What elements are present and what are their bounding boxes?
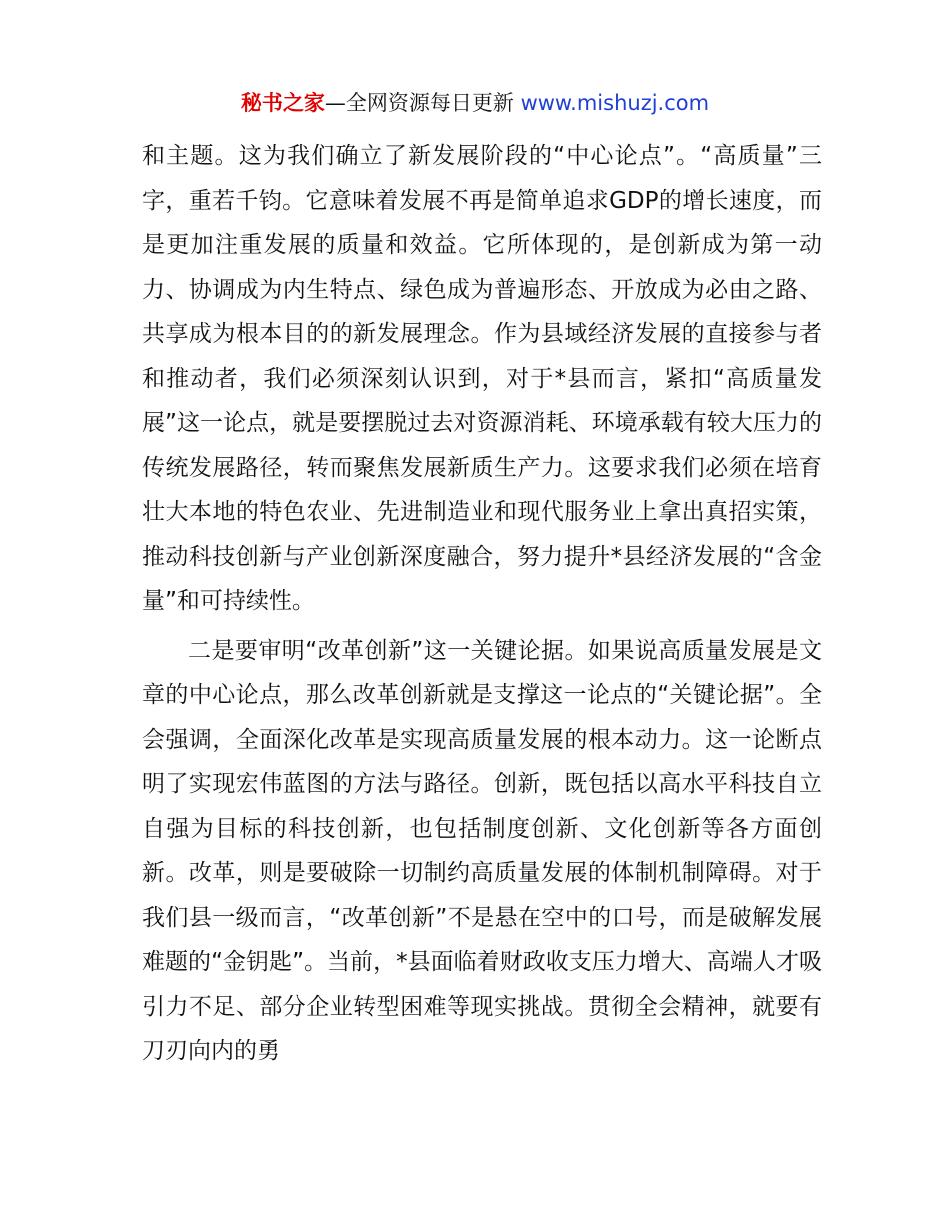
paragraph-reform-innovation: 二是要审明“改革创新”这一关键论据。如果说高质量发展是文章的中心论点，那么改革创新就是支撑这一论点的“关键论据”。全会强调，全面深化改革是实现高质量发展的根本动力。这一论断点明了实现宏伟蓝图的方法与路径。创新，既包括以高水平科技自立自强为目标的科技创新，也包括制度创新、文化创新等各方面创新。改革，则是要破除一切制约高质量发展的体制机制障碍。对于我们县一级而言，“改革创新”不是悬在空中的口号，而是破解发展难题的“金钥匙”。当前，*县面临着财政收支压力增大、高端人才吸引力不足、部分企业转型困难等现实挑战。贯彻全会精神，就要有刀刃向内的勇 [142, 637, 822, 1064]
site-header [0, 88, 950, 118]
paragraph-continued: 和主题。这为我们确立了新发展阶段的“中心论点”。“高质量”三字，重若千钧。它意味着发展不再是简单追求GDP的增长速度，而是更加注重发展的质量和效益。它所体现的，是创新成为第一动力、协调成为内生特点、绿色成为普遍形态、开放成为必由之路、共享成为根本目的的新发展理念。作为县域经济发展的直接参与者和推动者，我们必须深刻认识到，对于*县而言，紧扣“高质量发展”这一论点，就是要摆脱过去对资源消耗、环境承载有较大压力的传统发展路径，转而聚焦发展新质生产力。这要求我们必须在培育壮大本地的特色农业、先进制造业和现代服务业上拿出真招实策，推动科技创新与产业创新深度融合，努力提升*县经济发展的“含金量”和可持续性。 [142, 143, 822, 614]
site-brand: 秘书之家 [240, 91, 325, 115]
site-tagline: —全网资源每日更新 [324, 91, 521, 115]
document-body [142, 134, 822, 1074]
site-url-link[interactable]: www.mishuzj.com [520, 91, 710, 115]
